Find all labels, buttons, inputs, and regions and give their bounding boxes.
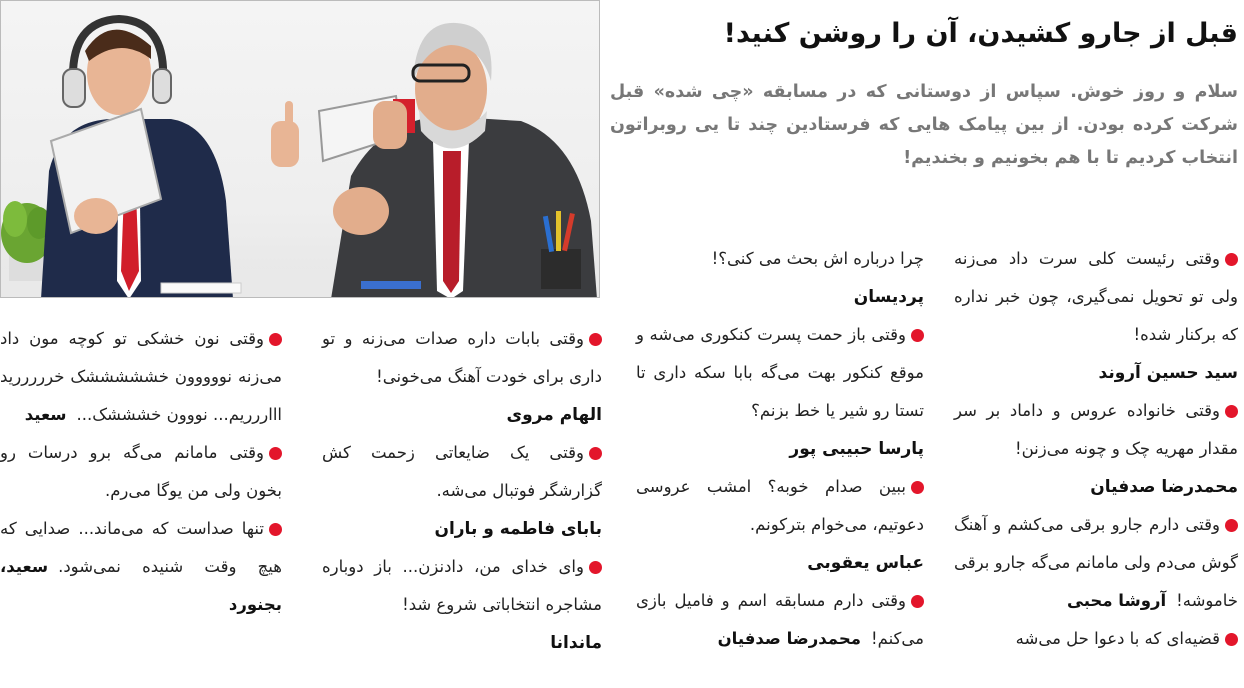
photo-illustration-icon [1,1,600,298]
entry: چرا درباره اش بحث می کنی؟! [711,249,924,268]
entry-text: وای خدای من، دادنزن... باز دوباره مشاجره انتخاباتی شروع شد! [322,557,602,614]
entry [954,240,1238,354]
column-2 [636,240,924,658]
entry [636,316,924,430]
entry [322,320,602,396]
page-title: قبل از جارو کشیدن، آن را روشن کنید! [723,18,1238,49]
intro-text: سلام و روز خوش. سپاس از دوستانی که در مسابقه «چی شده» قبل شرکت کرده بودن. از بین پیامک هایی که فرستادین چند تا یی روبراتون انتخاب کردیم تا با هم بخونیم و بخندیم! [610,82,1238,168]
entry [0,434,282,510]
entry-text: وقتی خانواده عروس و داماد بر سر مقدار مهریه چک و چونه می‌زنن! [954,401,1238,458]
entry [954,392,1238,468]
bullet-icon [269,523,282,536]
entry [0,320,282,434]
author-name: سید حسین آروند [1098,363,1238,383]
bullet-icon [269,333,282,346]
entry-text: وقتی دارم جارو برقی می‌کشم و آهنگ گوش می‌دم ولی مامانم می‌گه جارو برقی خاموشه! [954,515,1238,610]
column-3 [322,320,602,662]
entry [954,620,1238,658]
bullet-icon [589,561,602,574]
man-with-headphones-icon [41,19,299,298]
entry-text: وقتی باز حمت پسرت کنکوری می‌شه و موقع کنکور بهت می‌گه بابا سکه داری تا تستا رو شیر یا خط بزنم؟ [636,325,924,420]
column-4 [0,320,282,624]
bullet-icon [1225,253,1238,266]
author-name: محمدرضا صدفیان [1090,477,1238,497]
column-1 [954,240,1238,658]
entry [636,468,924,544]
bullet-icon [1225,405,1238,418]
entry-text: ببین صدام خوبه؟ امشب عروسی دعوتیم، می‌خوام بترکونم. [636,477,924,534]
author-name: ماندانا [550,633,602,653]
entry-text: وقتی یک ضایعاتی زحمت کش گزارشگر فوتبال می‌شه. [322,443,602,500]
entry [954,506,1238,620]
entry-text: وقتی بابات داره صدات می‌زنه و تو داری برای خودت آهنگ می‌خونی! [322,329,602,386]
bullet-icon [911,481,924,494]
bullet-icon [911,329,924,342]
entry-text: وقتی رئیست کلی سرت داد می‌زنه ولی تو تحویل نمی‌گیری، چون خبر نداره که برکنار شده! [954,249,1238,344]
bullet-icon [589,333,602,346]
entry [0,510,282,624]
entry-text: قضیه‌ای که با دعوا حل می‌شه [1015,629,1220,648]
author-name: عباس یعقوبی [807,553,924,573]
bullet-icon [589,447,602,460]
entry [322,548,602,624]
author-name: سعید، بجنورد [0,557,282,614]
entry-text: وقتی مامانم می‌گه برو درسات رو بخون ولی من یوگا می‌رم. [0,443,282,500]
author-name: سعید [24,405,67,424]
bullet-icon [1225,633,1238,646]
author-name: الهام مروی [506,405,602,425]
entry [636,582,924,658]
author-name: بابای فاطمه و باران [434,519,602,539]
bullet-icon [269,447,282,460]
bullet-icon [911,595,924,608]
author-name: محمدرضا صدفیان [717,629,861,648]
entry-text: وقتی دارم مسابقه اسم و فامیل بازی می‌کنم! [636,591,924,648]
author-name: پارسا حبیبی پور [789,439,924,459]
entry-text: تنها صداست که می‌ماند... صدایی که هیچ وقت شنیده نمی‌شود. [0,519,282,576]
entry-text: وقتی نون خشکی تو کوچه مون داد می‌زنه نووووون خشششششک خرررررید اااررریم... نووون خشششک... [0,329,282,424]
author-name: پردیسان [853,287,924,307]
entry [322,434,602,510]
author-name: آروشا محبی [1067,591,1167,610]
two-men-megaphone-photo [0,0,600,298]
bullet-icon [1225,519,1238,532]
